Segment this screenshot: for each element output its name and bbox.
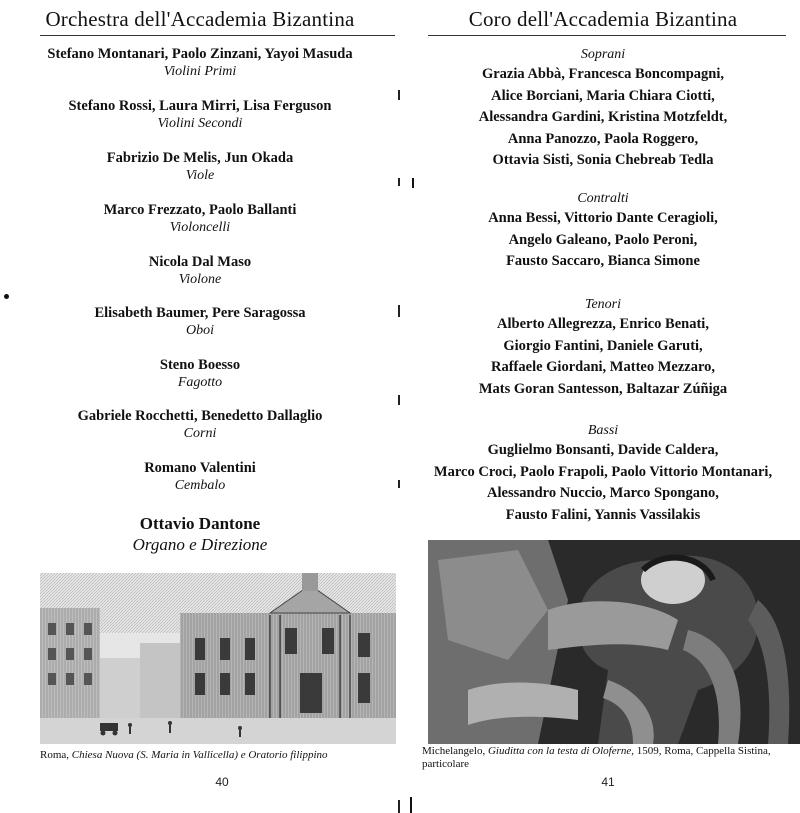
musician-names: Elisabeth Baumer, Pere Saragossa: [94, 305, 306, 321]
caption-suffix: , 1509, Roma, Cappella Sistina,: [631, 745, 771, 757]
orchestra-entry: [0, 459, 400, 494]
voice-section-title: Soprani: [580, 47, 626, 62]
singer-names: Anna Bessi, Vittorio Dante Ceragioli,: [488, 210, 718, 226]
musician-names: Fabrizio De Melis, Jun Okada: [106, 150, 294, 166]
singer-names: Grazia Abbà, Francesca Boncompagni,: [481, 66, 725, 82]
heading-rule: [428, 35, 786, 36]
orchestra-entry: [0, 253, 400, 288]
instrument-role: Fagotto: [177, 375, 223, 390]
instrument-role: Viole: [185, 168, 215, 183]
orchestra-entry: [0, 407, 400, 442]
orchestra-entry: [0, 149, 400, 184]
caption-line2: particolare: [422, 758, 470, 770]
page-number-left: 40: [215, 775, 229, 789]
choir-section: [408, 46, 798, 172]
orchestra-heading: Orchestra dell'Accademia Bizantina: [45, 7, 355, 31]
choir-section: [408, 296, 798, 400]
right-caption: [422, 745, 798, 771]
orchestra-entry: [0, 201, 400, 236]
singer-names: Angelo Galeano, Paolo Peroni,: [508, 231, 698, 248]
singer-names: Alberto Allegrezza, Enrico Benati,: [497, 316, 709, 332]
instrument-role: Violini Secondi: [157, 116, 243, 131]
orchestra-entry: [0, 45, 400, 80]
singer-names: Giorgio Fantini, Daniele Garuti,: [503, 337, 703, 354]
voice-section-title: Tenori: [584, 297, 622, 312]
caption-prefix: Michelangelo,: [422, 745, 488, 757]
director-block: [0, 513, 400, 555]
instrument-role: Violoncelli: [169, 220, 231, 235]
musician-names: Nicola Dal Maso: [148, 254, 252, 270]
voice-section-title: Contralti: [577, 191, 629, 206]
caption-prefix: Roma,: [40, 749, 72, 761]
right-page: [400, 0, 800, 813]
choir-section: [408, 422, 798, 526]
singer-names: Mats Goran Santesson, Baltazar Zúñiga: [478, 380, 728, 397]
choir-section: [408, 190, 798, 273]
orchestra-entry: [0, 356, 400, 391]
choir-heading: Coro dell'Accademia Bizantina: [468, 7, 738, 31]
singer-names: Alessandro Nuccio, Marco Spongano,: [487, 485, 719, 501]
singer-names: Marco Croci, Paolo Frapoli, Paolo Vittorio Montanari,: [433, 463, 773, 480]
musician-names: Steno Boesso: [159, 357, 241, 373]
instrument-role: Cembalo: [174, 478, 226, 493]
director-role: Organo e Direzione: [132, 535, 268, 554]
instrument-role: Violini Primi: [163, 64, 237, 79]
singer-names: Anna Panozzo, Paola Roggero,: [507, 130, 699, 147]
caption-title: Giuditta con la testa di Oloferne: [487, 745, 632, 757]
left-caption: [40, 749, 398, 762]
instrument-role: Corni: [183, 426, 217, 441]
instrument-role: Violone: [178, 272, 222, 287]
orchestra-entry: [0, 304, 400, 339]
singer-names: Ottavia Sisti, Sonia Chebreab Tedla: [492, 152, 714, 168]
singer-names: Raffaele Giordani, Matteo Mezzaro,: [491, 359, 715, 375]
director-name: Ottavio Dantone: [139, 514, 261, 533]
musician-names: Romano Valentini: [144, 460, 256, 476]
page-number-right: 41: [601, 775, 615, 789]
orchestra-entry: [0, 97, 400, 132]
musician-names: Marco Frezzato, Paolo Ballanti: [103, 202, 297, 218]
church-engraving: [40, 573, 396, 744]
singer-names: Guglielmo Bonsanti, Davide Caldera,: [487, 442, 719, 458]
heading-rule: [40, 35, 395, 36]
caption-title: Chiesa Nuova (S. Maria in Vallicella) e Oratorio filippino: [71, 749, 328, 761]
instrument-role: Oboi: [186, 323, 214, 338]
singer-names: Fausto Saccaro, Bianca Simone: [506, 253, 700, 269]
musician-names: Gabriele Rocchetti, Benedetto Dallaglio: [77, 408, 323, 424]
singer-names: Fausto Falini, Yannis Vassilakis: [505, 506, 701, 523]
singer-names: Alice Borciani, Maria Chiara Ciotti,: [491, 87, 715, 104]
singer-names: Alessandra Gardini, Kristina Motzfeldt,: [478, 109, 728, 125]
musician-names: Stefano Montanari, Paolo Zinzani, Yayoi Masuda: [47, 46, 353, 62]
musician-names: Stefano Rossi, Laura Mirri, Lisa Ferguson: [68, 98, 332, 114]
judith-painting: [428, 540, 800, 744]
voice-section-title: Bassi: [587, 423, 619, 438]
